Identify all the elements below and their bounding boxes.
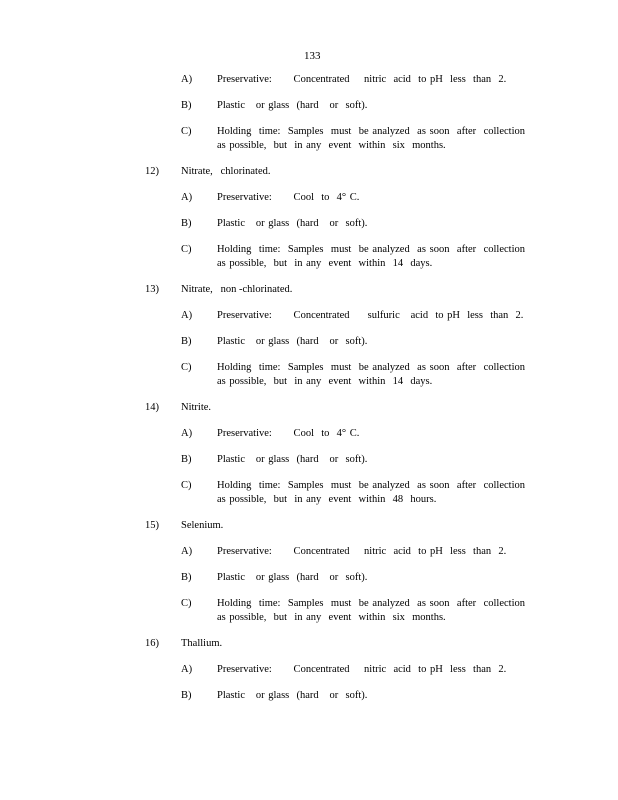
item-title: Selenium. [181,520,224,531]
item-title: Nitrate, non -chlorinated. [181,284,293,295]
item-number: 13) [145,284,159,295]
sub-item-label: C) [181,598,192,609]
sub-item [0,545,618,559]
item-number: 15) [145,520,159,531]
sub-item [0,125,618,153]
sub-item [0,99,618,113]
sub-item [0,427,618,441]
sub-item [0,335,618,349]
sub-item [0,361,618,389]
numbered-item [0,519,618,533]
sub-item-label: B) [181,572,192,583]
sub-item-label: A) [181,664,193,675]
sub-item [0,597,618,625]
sub-item-text: Preservative: Cool to 4° C. [217,428,360,439]
page-number: 133 [304,50,321,62]
sub-item-label: B) [181,100,192,111]
sub-item-label: C) [181,244,192,255]
sub-item-label: B) [181,218,192,229]
sub-item-label: C) [181,362,192,373]
item-title: Thallium. [181,638,223,649]
numbered-item [0,283,618,297]
numbered-item [0,637,618,651]
sub-item [0,689,618,703]
sub-item-text: Holding time: Samples must be analyzed as soon after collection as possible, but in any event within six months. [217,126,529,151]
sub-item-text: Plastic or glass (hard or soft). [217,454,368,465]
sub-item-text: Plastic or glass (hard or soft). [217,336,368,347]
sub-item [0,453,618,467]
sub-item-text: Plastic or glass (hard or soft). [217,218,368,229]
sub-item-label: A) [181,546,193,557]
sub-item-label: A) [181,428,193,439]
sub-item-label: A) [181,310,193,321]
item-number: 12) [145,166,159,177]
sub-item-label: A) [181,74,193,85]
sub-item [0,73,618,87]
sub-item [0,663,618,677]
numbered-item [0,401,618,415]
sub-item [0,479,618,507]
sub-item [0,217,618,231]
sub-item-label: A) [181,192,193,203]
sub-item-text: Preservative: Concentrated nitric acid to pH less than 2. [217,664,507,675]
sub-item-label: B) [181,336,192,347]
sub-item-text: Preservative: Concentrated nitric acid to pH less than 2. [217,546,507,557]
sub-item-text: Plastic or glass (hard or soft). [217,690,368,701]
item-number: 16) [145,638,159,649]
sub-item-text: Plastic or glass (hard or soft). [217,100,368,111]
sub-item [0,191,618,205]
sub-item-text: Holding time: Samples must be analyzed as soon after collection as possible, but in any event within 48 hours. [217,480,529,505]
sub-item [0,309,618,323]
sub-item-label: B) [181,454,192,465]
sub-item-text: Holding time: Samples must be analyzed as soon after collection as possible, but in any event within 14 days. [217,244,529,269]
sub-item-text: Preservative: Concentrated sulfuric acid to pH less than 2. [217,310,524,321]
sub-item-text: Plastic or glass (hard or soft). [217,572,368,583]
sub-item-text: Preservative: Cool to 4° C. [217,192,360,203]
item-title: Nitrite. [181,402,212,413]
sub-item-text: Preservative: Concentrated nitric acid to pH less than 2. [217,74,507,85]
numbered-item [0,165,618,179]
sub-item [0,243,618,271]
sub-item [0,571,618,585]
sub-item-text: Holding time: Samples must be analyzed as soon after collection as possible, but in any event within six months. [217,598,529,623]
sub-item-text: Holding time: Samples must be analyzed as soon after collection as possible, but in any event within 14 days. [217,362,529,387]
item-title: Nitrate, chlorinated. [181,166,271,177]
sub-item-label: B) [181,690,192,701]
item-number: 14) [145,402,159,413]
sub-item-label: C) [181,480,192,491]
document-body [0,73,618,715]
sub-item-label: C) [181,126,192,137]
